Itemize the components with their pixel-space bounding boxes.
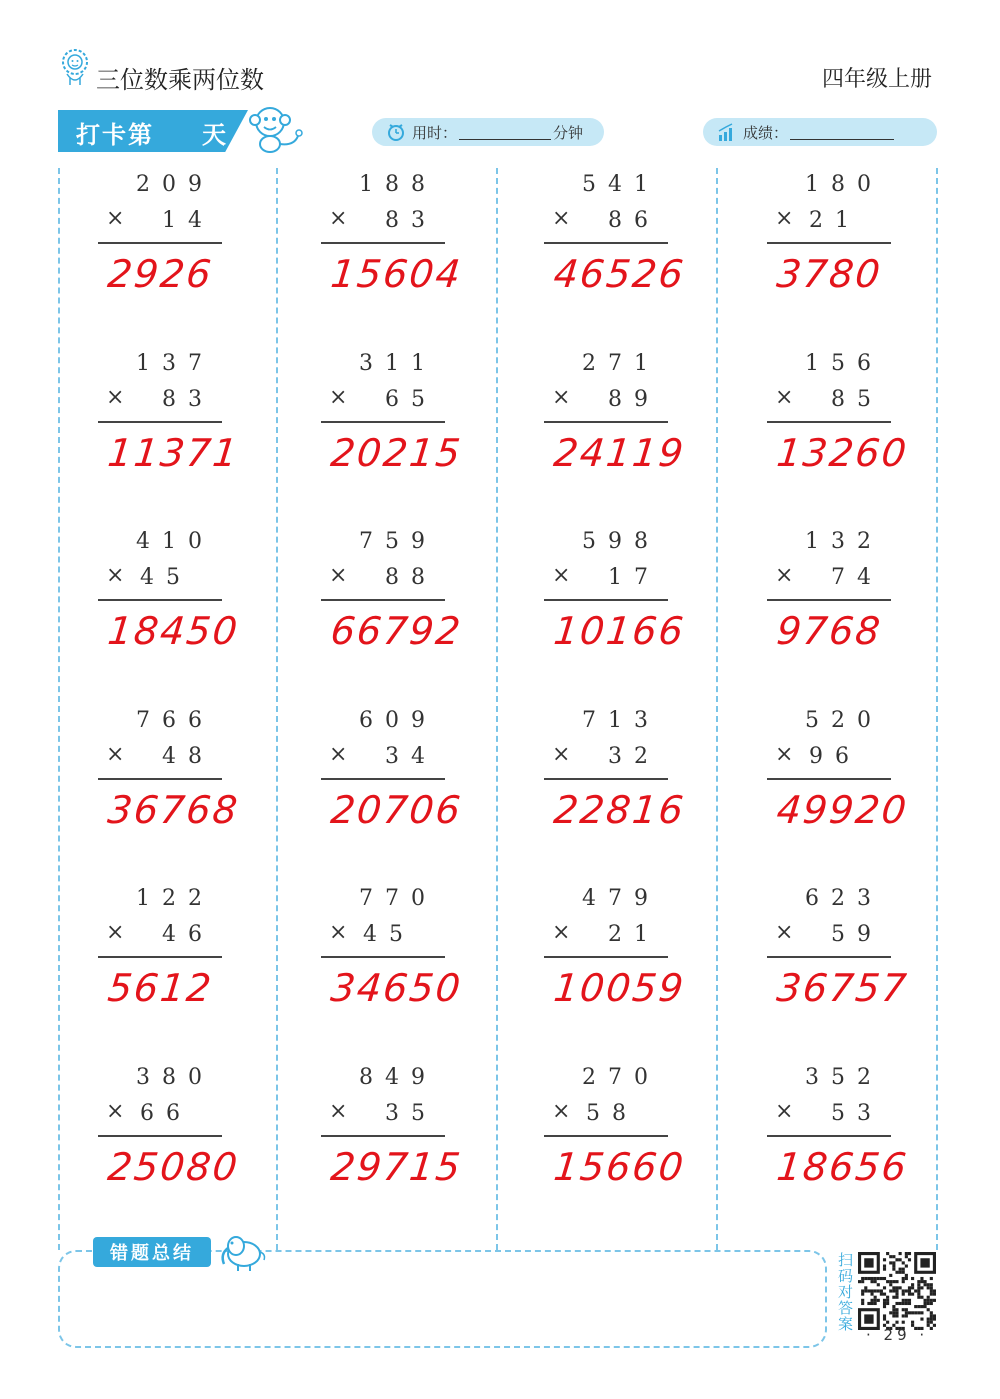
- problem: [321, 886, 465, 1026]
- multiplier: 74: [831, 565, 883, 590]
- problem: [321, 172, 465, 312]
- clock-icon: [386, 122, 406, 142]
- handwritten-answer: 24119: [551, 431, 688, 475]
- problem: [98, 351, 242, 491]
- multiplicand: 759: [359, 529, 437, 554]
- multiplicand: 180: [805, 172, 883, 197]
- multiplicand: 271: [582, 351, 660, 376]
- checkin-label-prefix: 打卡第: [76, 121, 154, 149]
- answer-rule: [544, 242, 668, 244]
- multiply-sign: ×: [775, 1099, 794, 1124]
- answer-rule: [544, 599, 668, 601]
- column-divider: [276, 168, 278, 1250]
- handwritten-answer: 20706: [328, 788, 465, 832]
- chart-icon: [717, 122, 737, 142]
- handwritten-answer: 18450: [105, 609, 242, 653]
- multiplier: 21: [608, 922, 660, 947]
- time-field: [372, 118, 604, 146]
- answer-rule: [767, 599, 891, 601]
- multiplier: 53: [831, 1101, 883, 1126]
- problem: [321, 529, 465, 669]
- mistake-summary-label: 错题总结: [93, 1237, 211, 1267]
- column-divider: [716, 168, 718, 1250]
- multiplier: 86: [608, 208, 660, 233]
- multiply-sign: ×: [329, 742, 348, 767]
- answer-rule: [544, 778, 668, 780]
- checkin-label-suffix: 天: [202, 121, 228, 149]
- elephant-icon: [214, 1228, 270, 1272]
- handwritten-answer: 25080: [105, 1145, 242, 1189]
- multiply-sign: ×: [552, 385, 571, 410]
- multiplier: 65: [385, 387, 437, 412]
- multiplicand: 766: [136, 708, 214, 733]
- handwritten-answer: 20215: [328, 431, 465, 475]
- scan-answer-label: 扫码对答案: [838, 1251, 854, 1333]
- answer-rule: [767, 242, 891, 244]
- problem: [544, 529, 688, 669]
- handwritten-answer: 15604: [328, 252, 465, 296]
- multiplicand: 479: [582, 886, 660, 911]
- answer-rule: [98, 599, 222, 601]
- answer-rule: [98, 956, 222, 958]
- column-divider: [936, 168, 938, 1250]
- multiplicand: 380: [136, 1065, 214, 1090]
- multiplier: 59: [831, 922, 883, 947]
- multiplicand: 541: [582, 172, 660, 197]
- multiply-sign: ×: [329, 563, 348, 588]
- multiplicand: 132: [805, 529, 883, 554]
- multiplicand: 598: [582, 529, 660, 554]
- multiplicand: 520: [805, 708, 883, 733]
- answer-rule: [767, 1135, 891, 1137]
- multiply-sign: ×: [775, 742, 794, 767]
- answer-rule: [767, 421, 891, 423]
- multiplier: 85: [831, 387, 883, 412]
- handwritten-answer: 29715: [328, 1145, 465, 1189]
- multiplier: 32: [608, 744, 660, 769]
- answer-rule: [98, 1135, 222, 1137]
- answer-rule: [321, 242, 445, 244]
- multiply-sign: ×: [106, 920, 125, 945]
- handwritten-answer: 10166: [551, 609, 688, 653]
- answer-rule: [544, 1135, 668, 1137]
- multiply-sign: ×: [775, 206, 794, 231]
- multiplicand: 352: [805, 1065, 883, 1090]
- answer-rule: [98, 421, 222, 423]
- multiplicand: 156: [805, 351, 883, 376]
- score-label: 成绩：: [743, 123, 789, 142]
- handwritten-answer: 46526: [551, 252, 688, 296]
- multiply-sign: ×: [552, 920, 571, 945]
- multiplicand: 137: [136, 351, 214, 376]
- time-blank[interactable]: [459, 125, 551, 140]
- problem: [767, 1065, 911, 1205]
- multiply-sign: ×: [106, 385, 125, 410]
- problem: [321, 1065, 465, 1205]
- lion-icon: [58, 48, 92, 86]
- page-number: · 29 ·: [866, 1326, 929, 1344]
- multiplier: 14: [162, 208, 214, 233]
- monkey-icon: [246, 100, 304, 156]
- problem: [544, 172, 688, 312]
- problem: [767, 529, 891, 669]
- handwritten-answer: 49920: [774, 788, 911, 832]
- problem: [98, 1065, 242, 1205]
- multiply-sign: ×: [106, 1099, 125, 1124]
- multiply-sign: ×: [106, 742, 125, 767]
- answer-rule: [321, 778, 445, 780]
- multiplier: 46: [162, 922, 214, 947]
- multiply-sign: ×: [552, 742, 571, 767]
- handwritten-answer: 36768: [105, 788, 242, 832]
- multiplier: 21: [809, 208, 861, 233]
- multiplicand: 209: [136, 172, 214, 197]
- problem: [321, 708, 465, 848]
- multiplicand: 188: [359, 172, 437, 197]
- multiplier: 17: [608, 565, 660, 590]
- multiplicand: 122: [136, 886, 214, 911]
- handwritten-answer: 5612: [105, 966, 216, 1010]
- column-divider: [496, 168, 498, 1250]
- problem: [98, 886, 222, 1026]
- handwritten-answer: 36757: [774, 966, 911, 1010]
- answer-rule: [544, 956, 668, 958]
- problem: [98, 172, 222, 312]
- multiplier: 66: [140, 1101, 192, 1126]
- multiplicand: 609: [359, 708, 437, 733]
- multiply-sign: ×: [775, 563, 794, 588]
- handwritten-answer: 13260: [774, 431, 911, 475]
- answer-rule: [321, 1135, 445, 1137]
- column-divider: [58, 168, 60, 1250]
- problem: [544, 886, 688, 1026]
- multiply-sign: ×: [106, 563, 125, 588]
- handwritten-answer: 22816: [551, 788, 688, 832]
- answer-rule: [321, 421, 445, 423]
- handwritten-answer: 66792: [328, 609, 465, 653]
- multiplier: 89: [608, 387, 660, 412]
- answer-rule: [321, 599, 445, 601]
- multiplicand: 311: [359, 351, 437, 376]
- problem: [98, 529, 242, 669]
- multiplier: 96: [809, 744, 861, 769]
- handwritten-answer: 15660: [551, 1145, 688, 1189]
- answer-rule: [98, 778, 222, 780]
- problem: [321, 351, 465, 491]
- time-label: 用时：: [412, 123, 458, 142]
- problem: [767, 172, 891, 312]
- multiplicand: 623: [805, 886, 883, 911]
- multiplicand: 270: [582, 1065, 660, 1090]
- handwritten-answer: 34650: [328, 966, 465, 1010]
- multiply-sign: ×: [329, 1099, 348, 1124]
- handwritten-answer: 9768: [774, 609, 885, 653]
- problem: [544, 351, 688, 491]
- handwritten-answer: 3780: [774, 252, 885, 296]
- qr-code[interactable]: [858, 1252, 936, 1330]
- multiply-sign: ×: [329, 206, 348, 231]
- multiplier: 83: [162, 387, 214, 412]
- multiply-sign: ×: [329, 385, 348, 410]
- answer-rule: [98, 242, 222, 244]
- multiply-sign: ×: [775, 920, 794, 945]
- problem: [767, 886, 911, 1026]
- multiplier: 45: [363, 922, 415, 947]
- multiplier: 83: [385, 208, 437, 233]
- multiplier: 34: [385, 744, 437, 769]
- multiplicand: 770: [359, 886, 437, 911]
- problem: [767, 351, 911, 491]
- answer-rule: [321, 956, 445, 958]
- answer-rule: [767, 956, 891, 958]
- multiplier: 48: [162, 744, 214, 769]
- answer-rule: [544, 421, 668, 423]
- time-unit: 分钟: [553, 123, 584, 142]
- multiply-sign: ×: [775, 385, 794, 410]
- answer-rule: [767, 778, 891, 780]
- multiplicand: 410: [136, 529, 214, 554]
- multiply-sign: ×: [552, 563, 571, 588]
- score-field: [703, 118, 937, 146]
- multiply-sign: ×: [552, 206, 571, 231]
- handwritten-answer: 11371: [105, 431, 242, 475]
- problem: [544, 1065, 688, 1205]
- handwritten-answer: 2926: [105, 252, 216, 296]
- multiplicand: 713: [582, 708, 660, 733]
- multiplier: 58: [586, 1101, 638, 1126]
- multiplier: 88: [385, 565, 437, 590]
- multiplier: 35: [385, 1101, 437, 1126]
- handwritten-answer: 10059: [551, 966, 688, 1010]
- multiply-sign: ×: [329, 920, 348, 945]
- multiply-sign: ×: [552, 1099, 571, 1124]
- multiplier: 45: [140, 565, 192, 590]
- grade-label: 四年级上册: [821, 67, 932, 92]
- problem: [544, 708, 688, 848]
- problem: [98, 708, 242, 848]
- score-blank[interactable]: [790, 125, 894, 140]
- page-title: 三位数乘两位数: [96, 66, 264, 94]
- multiply-sign: ×: [106, 206, 125, 231]
- handwritten-answer: 18656: [774, 1145, 911, 1189]
- multiplicand: 849: [359, 1065, 437, 1090]
- problem: [767, 708, 911, 848]
